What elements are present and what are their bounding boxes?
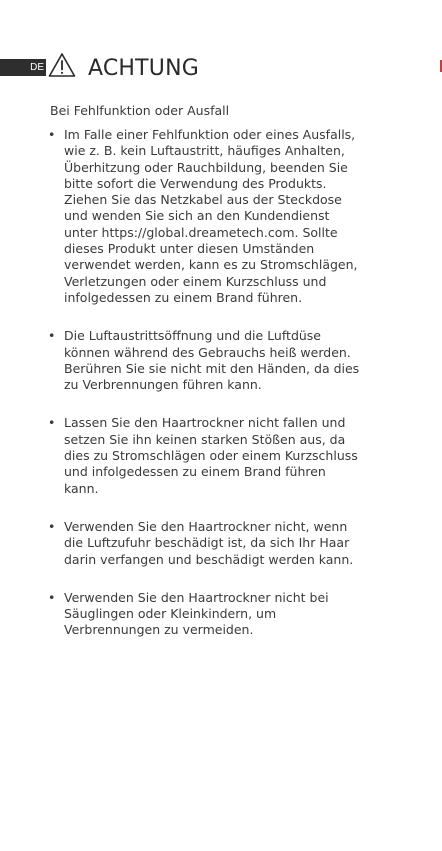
page-heading: ACHTUNG [88,56,200,81]
warning-triangle-icon [48,52,76,78]
text-line: infolgedessen zu einem Brand führen. [64,289,303,305]
text-line: verwendet werden, kann es zu Stromschlägen, [64,257,358,273]
text-line: Die Luftaustrittsöffnung und die Luftdüse [64,328,322,344]
text-line: bitte sofort die Verwendung des Produkts. [64,175,327,191]
bullet-marker: • [48,415,56,431]
text-line: Säuglingen oder Kleinkindern, um [64,606,277,622]
text-line: dies zu Stromschlägen oder einem Kurzschluss [64,448,358,464]
list-item [0,127,442,306]
bullet-marker: • [48,127,56,142]
text-line: Überhitzung oder Rauchbildung, beenden Sie [64,159,348,175]
list-item [0,415,442,496]
text-line: zu Verbrennungen führen kann. [64,377,262,393]
text-line: Ziehen Sie das Netzkabel aus der Steckdose [64,192,342,208]
list-item [0,590,442,639]
text-line: und infolgedessen zu einem Brand führen [64,464,326,480]
bullet-text [64,127,430,306]
bullet-text [64,519,430,568]
bullet-text [64,328,430,393]
bullet-text [64,415,430,496]
text-line: dieses Produkt unter diesen Umständen [64,241,315,257]
bullet-text [64,590,430,639]
text-line: die Luftzufuhr beschädigt ist, da sich Ihr Haar [64,535,350,551]
text-line: wie z. B. kein Luftaustritt, häufiges Anhalten, [64,143,345,159]
text-line: Verbrennungen zu vermeiden. [64,622,254,638]
text-line: und wenden Sie sich an den Kundendienst [64,208,330,224]
list-item [0,519,442,568]
text-line: setzen Sie ihn keinen starken Stößen aus, da [64,431,346,447]
section-title: Bei Fehlfunktion oder Ausfall [50,103,230,118]
bullet-marker: • [48,518,56,534]
text-line: Lassen Sie den Haartrockner nicht fallen und [64,415,346,431]
bullet-marker: • [48,589,56,605]
text-line: Im Falle einer Fehlfunktion oder eines Ausfalls, [64,127,356,142]
text-line: darin verfangen und beschädigt werden kann. [64,551,354,567]
text-line: Verwenden Sie den Haartrockner nicht bei [64,589,329,605]
warning-list [0,127,442,639]
bullet-marker: • [48,328,56,344]
text-line: Verletzungen oder einem Kurzschluss und [64,273,327,289]
text-line: kann. [64,480,99,496]
text-line: Berühren Sie sie nicht mit den Händen, da dies [64,360,360,376]
text-line: können während des Gebrauchs heiß werden. [64,344,351,360]
text-line: Verwenden Sie den Haartrockner nicht, wenn [64,518,348,534]
language-tab: DE [0,59,46,76]
text-line: unter https://global.dreametech.com. Sollte [64,224,338,240]
list-item [0,328,442,393]
